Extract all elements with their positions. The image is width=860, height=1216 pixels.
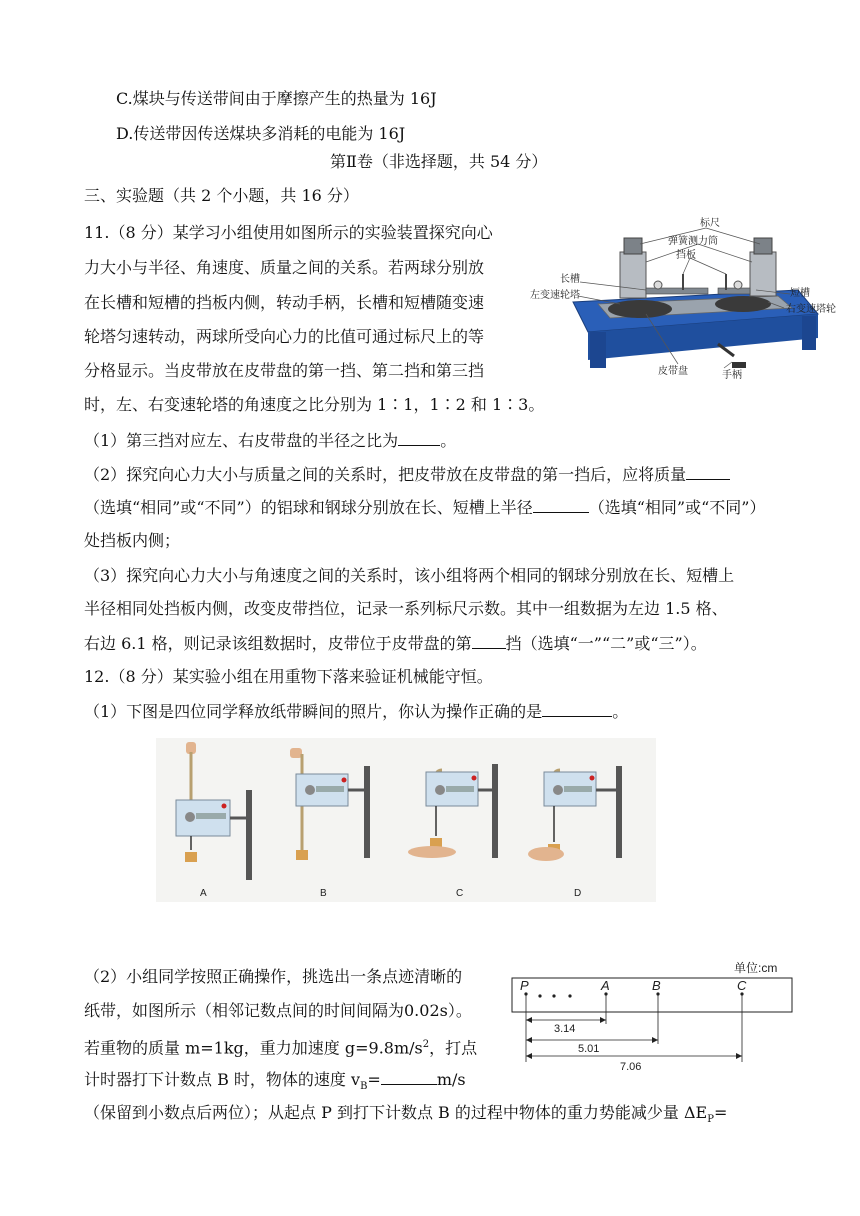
photo-label-a: A	[200, 888, 207, 899]
option-d: D.传送带因传送煤块多消耗的电能为 16J	[116, 124, 406, 143]
q12-sub2-line5: （保留到小数点后两位）；从起点 P 到打下计数点 B 的过程中物体的重力势能减少量 $\Delta E_P=$	[84, 1103, 728, 1126]
q12-sub2-line3: 若重物的质量 m=1kg，重力加速度 $g=9.8m/s^2$，打点	[84, 1038, 478, 1058]
tape-point-p: P	[520, 978, 529, 993]
paper-tape-figure	[506, 958, 800, 1076]
option-c: C.煤块与传送带间由于摩擦产生的热量为 16J	[116, 89, 437, 108]
tape-unit: 单位:cm	[734, 961, 778, 975]
photo-label-d: D	[574, 888, 582, 899]
q11-sub3-line3: 右边 6.1 格，则记录该组数据时，皮带位于皮带盘的第 挡（选填“一”“二”或“三”）。	[84, 634, 707, 653]
label-shoubing: 手柄	[722, 370, 742, 381]
answer-blank	[398, 430, 440, 446]
q12-sub2-line2: 纸带，如图所示（相邻记数点间的时间间隔为0.02s）。	[84, 1001, 472, 1020]
q11-line-4: 轮塔匀速转动，两球所受向心力的比值可通过标尺上的等	[84, 327, 485, 346]
section-title: 第Ⅱ卷（非选择题，共 54 分）	[330, 152, 548, 171]
release-photos-figure	[156, 738, 656, 902]
q11-sub2-line3: 处挡板内侧；	[84, 531, 181, 550]
label-biaochi: 标尺	[700, 218, 720, 229]
q11-sub3-line1: （3）探究向心力大小与角速度之间的关系时，该小组将两个相同的钢球分别放在长、短槽上	[84, 566, 735, 585]
label-dangban: 挡板	[676, 250, 696, 261]
answer-blank	[542, 701, 612, 717]
answer-blank	[686, 464, 730, 480]
tape-point-c: C	[737, 978, 747, 993]
q12-sub1: （1）下图是四位同学释放纸带瞬间的照片，你认为操作正确的是 。	[84, 702, 629, 721]
label-you: 右变速塔轮	[786, 304, 836, 315]
label-tanhuang: 弹簧测力筒	[668, 236, 718, 247]
answer-blank	[472, 633, 506, 649]
q11-line-1: 11.（8 分）某学习小组使用如图所示的实验装置探究向心	[84, 223, 493, 242]
q11-sub2-line2: （选填“相同”或“不同”）的铝球和钢球分别放在长、短槽上半径 （选填“相同”或“不同”）	[84, 498, 766, 517]
label-changcao: 长槽	[560, 274, 580, 285]
centripetal-apparatus-figure	[528, 216, 838, 384]
answer-blank	[381, 1069, 437, 1085]
tape-dist-c: 7.06	[620, 1061, 642, 1073]
q11-line-2: 力大小与半径、角速度、质量之间的关系。若两球分别放	[84, 258, 485, 277]
tape-dist-b: 5.01	[578, 1043, 600, 1055]
q11-line-3: 在长槽和短槽的挡板内侧，转动手柄，长槽和短槽随变速	[84, 293, 485, 312]
section-heading: 三、实验题（共 2 个小题，共 16 分）	[84, 186, 359, 205]
q12-sub2-line4: 计时器打下计数点 B 时，物体的速度 $v_B= m/s$	[84, 1070, 466, 1093]
q12-title: 12.（8 分）某实验小组在用重物下落来验证机械能守恒。	[84, 667, 493, 686]
q12-sub2-line1: （2）小组同学按照正确操作，挑选出一条点迹清晰的	[84, 967, 463, 986]
tape-point-a: A	[601, 978, 610, 993]
q11-sub2-line1: （2）探究向心力大小与质量之间的关系时，把皮带放在皮带盘的第一挡后，应将质量	[84, 464, 730, 485]
q11-sub3-line2: 半径相同处挡板内侧，改变皮带挡位，记录一系列标尺示数。其中一组数据为左边 1.5 格、	[84, 599, 728, 618]
q11-sub1: （1）第三挡对应左、右皮带盘的半径之比为 。	[84, 431, 457, 450]
q11-line-6: 时，左、右变速轮塔的角速度之比分别为 1∶1，1∶2 和 1∶3。	[84, 395, 545, 414]
label-duancao: 短槽	[790, 288, 810, 299]
tape-dist-a: 3.14	[554, 1023, 576, 1035]
q11-line-5: 分格显示。当皮带放在皮带盘的第一挡、第二挡和第三挡	[84, 361, 485, 380]
answer-blank	[533, 497, 589, 513]
photo-label-c: C	[456, 888, 464, 899]
label-zuo: 左变速轮塔	[530, 290, 580, 301]
photo-label-b: B	[320, 888, 327, 899]
tape-point-b: B	[652, 978, 661, 993]
label-pidaipan: 皮带盘	[658, 366, 688, 377]
